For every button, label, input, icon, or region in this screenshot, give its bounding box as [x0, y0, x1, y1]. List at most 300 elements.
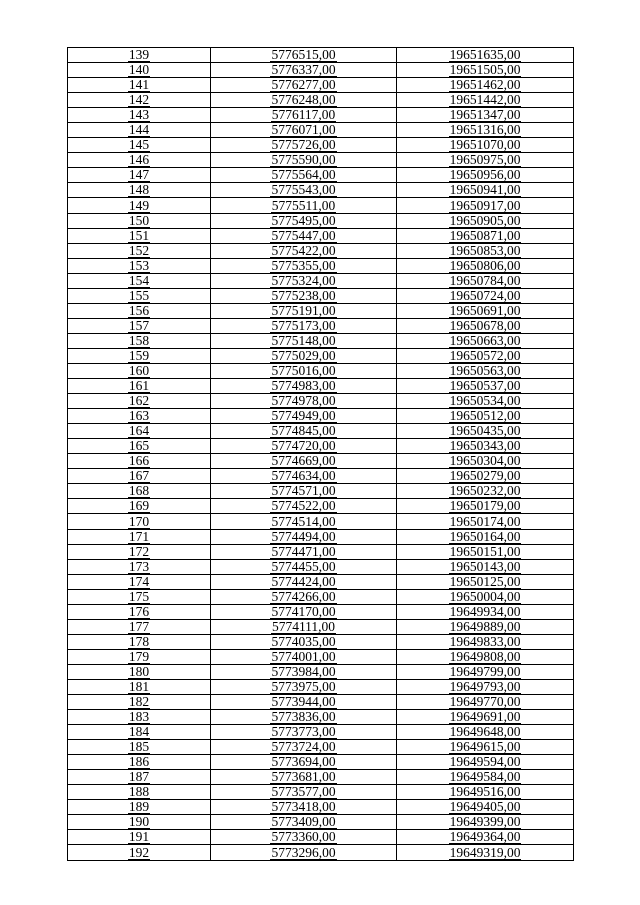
- y-coordinate-cell: [397, 514, 574, 529]
- point-number-cell: [68, 484, 211, 499]
- y-coordinate-cell: [397, 484, 574, 499]
- table-row: [68, 725, 574, 740]
- x-coordinate-cell: [211, 348, 397, 363]
- y-coordinate-cell: [397, 679, 574, 694]
- cell-text: 189: [128, 799, 150, 815]
- y-coordinate-cell: [397, 258, 574, 273]
- cell-text: 192: [128, 844, 150, 860]
- cell-text: 5775543,00: [271, 182, 336, 198]
- y-coordinate-cell: [397, 379, 574, 394]
- point-number-cell: [68, 228, 211, 243]
- x-coordinate-cell: [211, 815, 397, 830]
- cell-text: 19650572,00: [449, 347, 521, 363]
- y-coordinate-cell: [397, 845, 574, 860]
- x-coordinate-cell: [211, 559, 397, 574]
- point-number-cell: [68, 529, 211, 544]
- cell-text: 19650304,00: [449, 453, 521, 469]
- cell-text: 19650534,00: [449, 393, 521, 409]
- cell-text: 19651347,00: [449, 107, 521, 123]
- cell-text: 5774949,00: [271, 408, 336, 424]
- cell-text: 169: [128, 498, 150, 514]
- point-number-cell: [68, 469, 211, 484]
- cell-text: 5775173,00: [271, 317, 336, 333]
- y-coordinate-cell: [397, 710, 574, 725]
- x-coordinate-cell: [211, 740, 397, 755]
- cell-text: 19650917,00: [449, 197, 521, 213]
- cell-text: 19650232,00: [449, 483, 521, 499]
- cell-text: 19651505,00: [449, 62, 521, 78]
- point-number-cell: [68, 183, 211, 198]
- cell-text: 139: [128, 47, 150, 63]
- y-coordinate-cell: [397, 499, 574, 514]
- cell-text: 176: [128, 603, 150, 619]
- point-number-cell: [68, 559, 211, 574]
- cell-text: 5774634,00: [271, 468, 336, 484]
- cell-text: 5773418,00: [271, 799, 336, 815]
- cell-text: 159: [128, 347, 150, 363]
- cell-text: 5774669,00: [271, 453, 336, 469]
- cell-text: 19650512,00: [449, 408, 521, 424]
- table-row: [68, 424, 574, 439]
- y-coordinate-cell: [397, 454, 574, 469]
- cell-text: 19650537,00: [449, 378, 521, 394]
- x-coordinate-cell: [211, 785, 397, 800]
- cell-text: 166: [128, 453, 150, 469]
- table-row: [68, 138, 574, 153]
- x-coordinate-cell: [211, 198, 397, 213]
- x-coordinate-cell: [211, 845, 397, 860]
- cell-text: 140: [128, 62, 150, 78]
- cell-text: 178: [128, 633, 150, 649]
- cell-text: 5775029,00: [271, 347, 336, 363]
- cell-text: 5775447,00: [271, 227, 336, 243]
- x-coordinate-cell: [211, 770, 397, 785]
- y-coordinate-cell: [397, 303, 574, 318]
- coordinates-table-body: [68, 48, 574, 861]
- cell-text: 19649364,00: [449, 829, 521, 845]
- cell-text: 19649615,00: [449, 739, 521, 755]
- y-coordinate-cell: [397, 424, 574, 439]
- cell-text: 19650905,00: [449, 212, 521, 228]
- cell-text: 142: [128, 92, 150, 108]
- x-coordinate-cell: [211, 153, 397, 168]
- x-coordinate-cell: [211, 574, 397, 589]
- point-number-cell: [68, 589, 211, 604]
- x-coordinate-cell: [211, 168, 397, 183]
- x-coordinate-cell: [211, 484, 397, 499]
- point-number-cell: [68, 258, 211, 273]
- cell-text: 19650143,00: [449, 558, 521, 574]
- table-row: [68, 78, 574, 93]
- x-coordinate-cell: [211, 439, 397, 454]
- table-row: [68, 529, 574, 544]
- point-number-cell: [68, 273, 211, 288]
- table-row: [68, 469, 574, 484]
- point-number-cell: [68, 198, 211, 213]
- point-number-cell: [68, 93, 211, 108]
- table-row: [68, 664, 574, 679]
- x-coordinate-cell: [211, 363, 397, 378]
- cell-text: 153: [128, 257, 150, 273]
- table-row: [68, 559, 574, 574]
- x-coordinate-cell: [211, 93, 397, 108]
- point-number-cell: [68, 243, 211, 258]
- cell-text: 5773577,00: [271, 784, 336, 800]
- cell-text: 19651442,00: [449, 92, 521, 108]
- y-coordinate-cell: [397, 830, 574, 845]
- cell-text: 5774035,00: [271, 633, 336, 649]
- point-number-cell: [68, 544, 211, 559]
- y-coordinate-cell: [397, 78, 574, 93]
- y-coordinate-cell: [397, 213, 574, 228]
- y-coordinate-cell: [397, 123, 574, 138]
- table-row: [68, 619, 574, 634]
- x-coordinate-cell: [211, 529, 397, 544]
- point-number-cell: [68, 288, 211, 303]
- y-coordinate-cell: [397, 634, 574, 649]
- table-row: [68, 815, 574, 830]
- table-row: [68, 679, 574, 694]
- point-number-cell: [68, 379, 211, 394]
- x-coordinate-cell: [211, 499, 397, 514]
- cell-text: 143: [128, 107, 150, 123]
- cell-text: 5774514,00: [271, 513, 336, 529]
- x-coordinate-cell: [211, 725, 397, 740]
- cell-text: 5775422,00: [271, 242, 336, 258]
- table-row: [68, 379, 574, 394]
- cell-text: 5774424,00: [271, 573, 336, 589]
- x-coordinate-cell: [211, 544, 397, 559]
- cell-text: 19650941,00: [449, 182, 521, 198]
- table-row: [68, 228, 574, 243]
- cell-text: 191: [128, 829, 150, 845]
- cell-text: 5776071,00: [271, 122, 336, 138]
- cell-text: 170: [128, 513, 150, 529]
- point-number-cell: [68, 213, 211, 228]
- x-coordinate-cell: [211, 634, 397, 649]
- x-coordinate-cell: [211, 48, 397, 63]
- x-coordinate-cell: [211, 469, 397, 484]
- cell-text: 19650435,00: [449, 423, 521, 439]
- cell-text: 162: [128, 393, 150, 409]
- point-number-cell: [68, 785, 211, 800]
- cell-text: 155: [128, 287, 150, 303]
- x-coordinate-cell: [211, 800, 397, 815]
- coordinates-table: [67, 47, 574, 861]
- cell-text: 177: [128, 618, 150, 634]
- cell-text: 5775191,00: [271, 302, 336, 318]
- table-row: [68, 394, 574, 409]
- cell-text: 175: [128, 588, 150, 604]
- cell-text: 146: [128, 152, 150, 168]
- cell-text: 156: [128, 302, 150, 318]
- x-coordinate-cell: [211, 288, 397, 303]
- cell-text: 151: [128, 227, 150, 243]
- x-coordinate-cell: [211, 604, 397, 619]
- cell-text: 19650663,00: [449, 332, 521, 348]
- y-coordinate-cell: [397, 589, 574, 604]
- cell-text: 5775148,00: [271, 332, 336, 348]
- y-coordinate-cell: [397, 288, 574, 303]
- x-coordinate-cell: [211, 710, 397, 725]
- cell-text: 5776117,00: [271, 107, 336, 123]
- cell-text: 19649584,00: [449, 769, 521, 785]
- y-coordinate-cell: [397, 740, 574, 755]
- cell-text: 19649594,00: [449, 754, 521, 770]
- cell-text: 5773773,00: [271, 724, 336, 740]
- y-coordinate-cell: [397, 168, 574, 183]
- cell-text: 19650678,00: [449, 317, 521, 333]
- cell-text: 5775511,00: [271, 197, 336, 213]
- cell-text: 19649889,00: [449, 618, 521, 634]
- cell-text: 19649934,00: [449, 603, 521, 619]
- point-number-cell: [68, 604, 211, 619]
- cell-text: 5775590,00: [271, 152, 336, 168]
- cell-text: 5774845,00: [271, 423, 336, 439]
- cell-text: 19650975,00: [449, 152, 521, 168]
- point-number-cell: [68, 153, 211, 168]
- cell-text: 19650956,00: [449, 167, 521, 183]
- cell-text: 5774471,00: [271, 543, 336, 559]
- y-coordinate-cell: [397, 439, 574, 454]
- point-number-cell: [68, 770, 211, 785]
- cell-text: 161: [128, 378, 150, 394]
- point-number-cell: [68, 138, 211, 153]
- table-row: [68, 409, 574, 424]
- point-number-cell: [68, 303, 211, 318]
- cell-text: 5774494,00: [271, 528, 336, 544]
- table-row: [68, 123, 574, 138]
- y-coordinate-cell: [397, 183, 574, 198]
- cell-text: 5774978,00: [271, 393, 336, 409]
- cell-text: 5774522,00: [271, 498, 336, 514]
- cell-text: 5773984,00: [271, 663, 336, 679]
- point-number-cell: [68, 454, 211, 469]
- x-coordinate-cell: [211, 589, 397, 604]
- table-row: [68, 48, 574, 63]
- cell-text: 19650563,00: [449, 363, 521, 379]
- x-coordinate-cell: [211, 379, 397, 394]
- point-number-cell: [68, 333, 211, 348]
- table-row: [68, 710, 574, 725]
- point-number-cell: [68, 755, 211, 770]
- cell-text: 5776337,00: [271, 62, 336, 78]
- x-coordinate-cell: [211, 303, 397, 318]
- y-coordinate-cell: [397, 695, 574, 710]
- cell-text: 19650125,00: [449, 573, 521, 589]
- cell-text: 5774001,00: [271, 648, 336, 664]
- y-coordinate-cell: [397, 243, 574, 258]
- cell-text: 180: [128, 663, 150, 679]
- cell-text: 173: [128, 558, 150, 574]
- cell-text: 5776248,00: [271, 92, 336, 108]
- cell-text: 19650691,00: [449, 302, 521, 318]
- cell-text: 145: [128, 137, 150, 153]
- table-row: [68, 153, 574, 168]
- cell-text: 19650343,00: [449, 438, 521, 454]
- cell-text: 5775324,00: [271, 272, 336, 288]
- cell-text: 5774571,00: [271, 483, 336, 499]
- y-coordinate-cell: [397, 604, 574, 619]
- y-coordinate-cell: [397, 574, 574, 589]
- cell-text: 5773296,00: [271, 844, 336, 860]
- cell-text: 5774266,00: [271, 588, 336, 604]
- table-row: [68, 303, 574, 318]
- cell-text: 188: [128, 784, 150, 800]
- y-coordinate-cell: [397, 664, 574, 679]
- cell-text: 167: [128, 468, 150, 484]
- y-coordinate-cell: [397, 228, 574, 243]
- cell-text: 165: [128, 438, 150, 454]
- x-coordinate-cell: [211, 78, 397, 93]
- x-coordinate-cell: [211, 409, 397, 424]
- point-number-cell: [68, 740, 211, 755]
- table-row: [68, 243, 574, 258]
- cell-text: 181: [128, 679, 150, 695]
- cell-text: 141: [128, 77, 150, 93]
- table-row: [68, 273, 574, 288]
- cell-text: 19649516,00: [449, 784, 521, 800]
- x-coordinate-cell: [211, 649, 397, 664]
- y-coordinate-cell: [397, 363, 574, 378]
- point-number-cell: [68, 845, 211, 860]
- table-row: [68, 93, 574, 108]
- point-number-cell: [68, 123, 211, 138]
- x-coordinate-cell: [211, 664, 397, 679]
- table-row: [68, 589, 574, 604]
- table-row: [68, 333, 574, 348]
- cell-text: 152: [128, 242, 150, 258]
- x-coordinate-cell: [211, 454, 397, 469]
- cell-text: 164: [128, 423, 150, 439]
- table-row: [68, 544, 574, 559]
- y-coordinate-cell: [397, 108, 574, 123]
- table-row: [68, 740, 574, 755]
- table-row: [68, 258, 574, 273]
- cell-text: 187: [128, 769, 150, 785]
- x-coordinate-cell: [211, 830, 397, 845]
- y-coordinate-cell: [397, 333, 574, 348]
- cell-text: 179: [128, 648, 150, 664]
- x-coordinate-cell: [211, 695, 397, 710]
- cell-text: 5773409,00: [271, 814, 336, 830]
- cell-text: 5774455,00: [271, 558, 336, 574]
- y-coordinate-cell: [397, 544, 574, 559]
- cell-text: 19650004,00: [449, 588, 521, 604]
- cell-text: 5775495,00: [271, 212, 336, 228]
- cell-text: 5775355,00: [271, 257, 336, 273]
- cell-text: 19650871,00: [449, 227, 521, 243]
- cell-text: 19649793,00: [449, 679, 521, 695]
- cell-text: 182: [128, 694, 150, 710]
- cell-text: 158: [128, 332, 150, 348]
- y-coordinate-cell: [397, 619, 574, 634]
- table-row: [68, 168, 574, 183]
- cell-text: 19649833,00: [449, 633, 521, 649]
- cell-text: 19650279,00: [449, 468, 521, 484]
- cell-text: 19650151,00: [449, 543, 521, 559]
- y-coordinate-cell: [397, 559, 574, 574]
- cell-text: 172: [128, 543, 150, 559]
- x-coordinate-cell: [211, 138, 397, 153]
- table-row: [68, 800, 574, 815]
- x-coordinate-cell: [211, 424, 397, 439]
- cell-text: 5775564,00: [271, 167, 336, 183]
- x-coordinate-cell: [211, 273, 397, 288]
- point-number-cell: [68, 649, 211, 664]
- cell-text: 19651070,00: [449, 137, 521, 153]
- point-number-cell: [68, 679, 211, 694]
- cell-text: 19650724,00: [449, 287, 521, 303]
- x-coordinate-cell: [211, 514, 397, 529]
- table-row: [68, 770, 574, 785]
- point-number-cell: [68, 78, 211, 93]
- point-number-cell: [68, 409, 211, 424]
- point-number-cell: [68, 634, 211, 649]
- point-number-cell: [68, 394, 211, 409]
- cell-text: 19649691,00: [449, 709, 521, 725]
- point-number-cell: [68, 815, 211, 830]
- cell-text: 168: [128, 483, 150, 499]
- cell-text: 19650179,00: [449, 498, 521, 514]
- cell-text: 19649770,00: [449, 694, 521, 710]
- cell-text: 174: [128, 573, 150, 589]
- table-row: [68, 830, 574, 845]
- table-row: [68, 514, 574, 529]
- y-coordinate-cell: [397, 770, 574, 785]
- y-coordinate-cell: [397, 815, 574, 830]
- cell-text: 19649648,00: [449, 724, 521, 740]
- point-number-cell: [68, 725, 211, 740]
- cell-text: 19650806,00: [449, 257, 521, 273]
- y-coordinate-cell: [397, 529, 574, 544]
- cell-text: 19649405,00: [449, 799, 521, 815]
- cell-text: 154: [128, 272, 150, 288]
- table-row: [68, 439, 574, 454]
- table-row: [68, 785, 574, 800]
- point-number-cell: [68, 695, 211, 710]
- y-coordinate-cell: [397, 63, 574, 78]
- point-number-cell: [68, 830, 211, 845]
- cell-text: 19651462,00: [449, 77, 521, 93]
- cell-text: 5775238,00: [271, 287, 336, 303]
- table-row: [68, 63, 574, 78]
- cell-text: 5775726,00: [271, 137, 336, 153]
- y-coordinate-cell: [397, 725, 574, 740]
- point-number-cell: [68, 363, 211, 378]
- cell-text: 19650853,00: [449, 242, 521, 258]
- cell-text: 144: [128, 122, 150, 138]
- table-row: [68, 318, 574, 333]
- point-number-cell: [68, 48, 211, 63]
- point-number-cell: [68, 63, 211, 78]
- cell-text: 185: [128, 739, 150, 755]
- cell-text: 5775016,00: [271, 363, 336, 379]
- table-row: [68, 604, 574, 619]
- x-coordinate-cell: [211, 108, 397, 123]
- table-row: [68, 454, 574, 469]
- cell-text: 5773975,00: [271, 679, 336, 695]
- y-coordinate-cell: [397, 348, 574, 363]
- x-coordinate-cell: [211, 755, 397, 770]
- point-number-cell: [68, 664, 211, 679]
- y-coordinate-cell: [397, 48, 574, 63]
- cell-text: 5773360,00: [271, 829, 336, 845]
- table-row: [68, 484, 574, 499]
- y-coordinate-cell: [397, 409, 574, 424]
- x-coordinate-cell: [211, 183, 397, 198]
- table-row: [68, 363, 574, 378]
